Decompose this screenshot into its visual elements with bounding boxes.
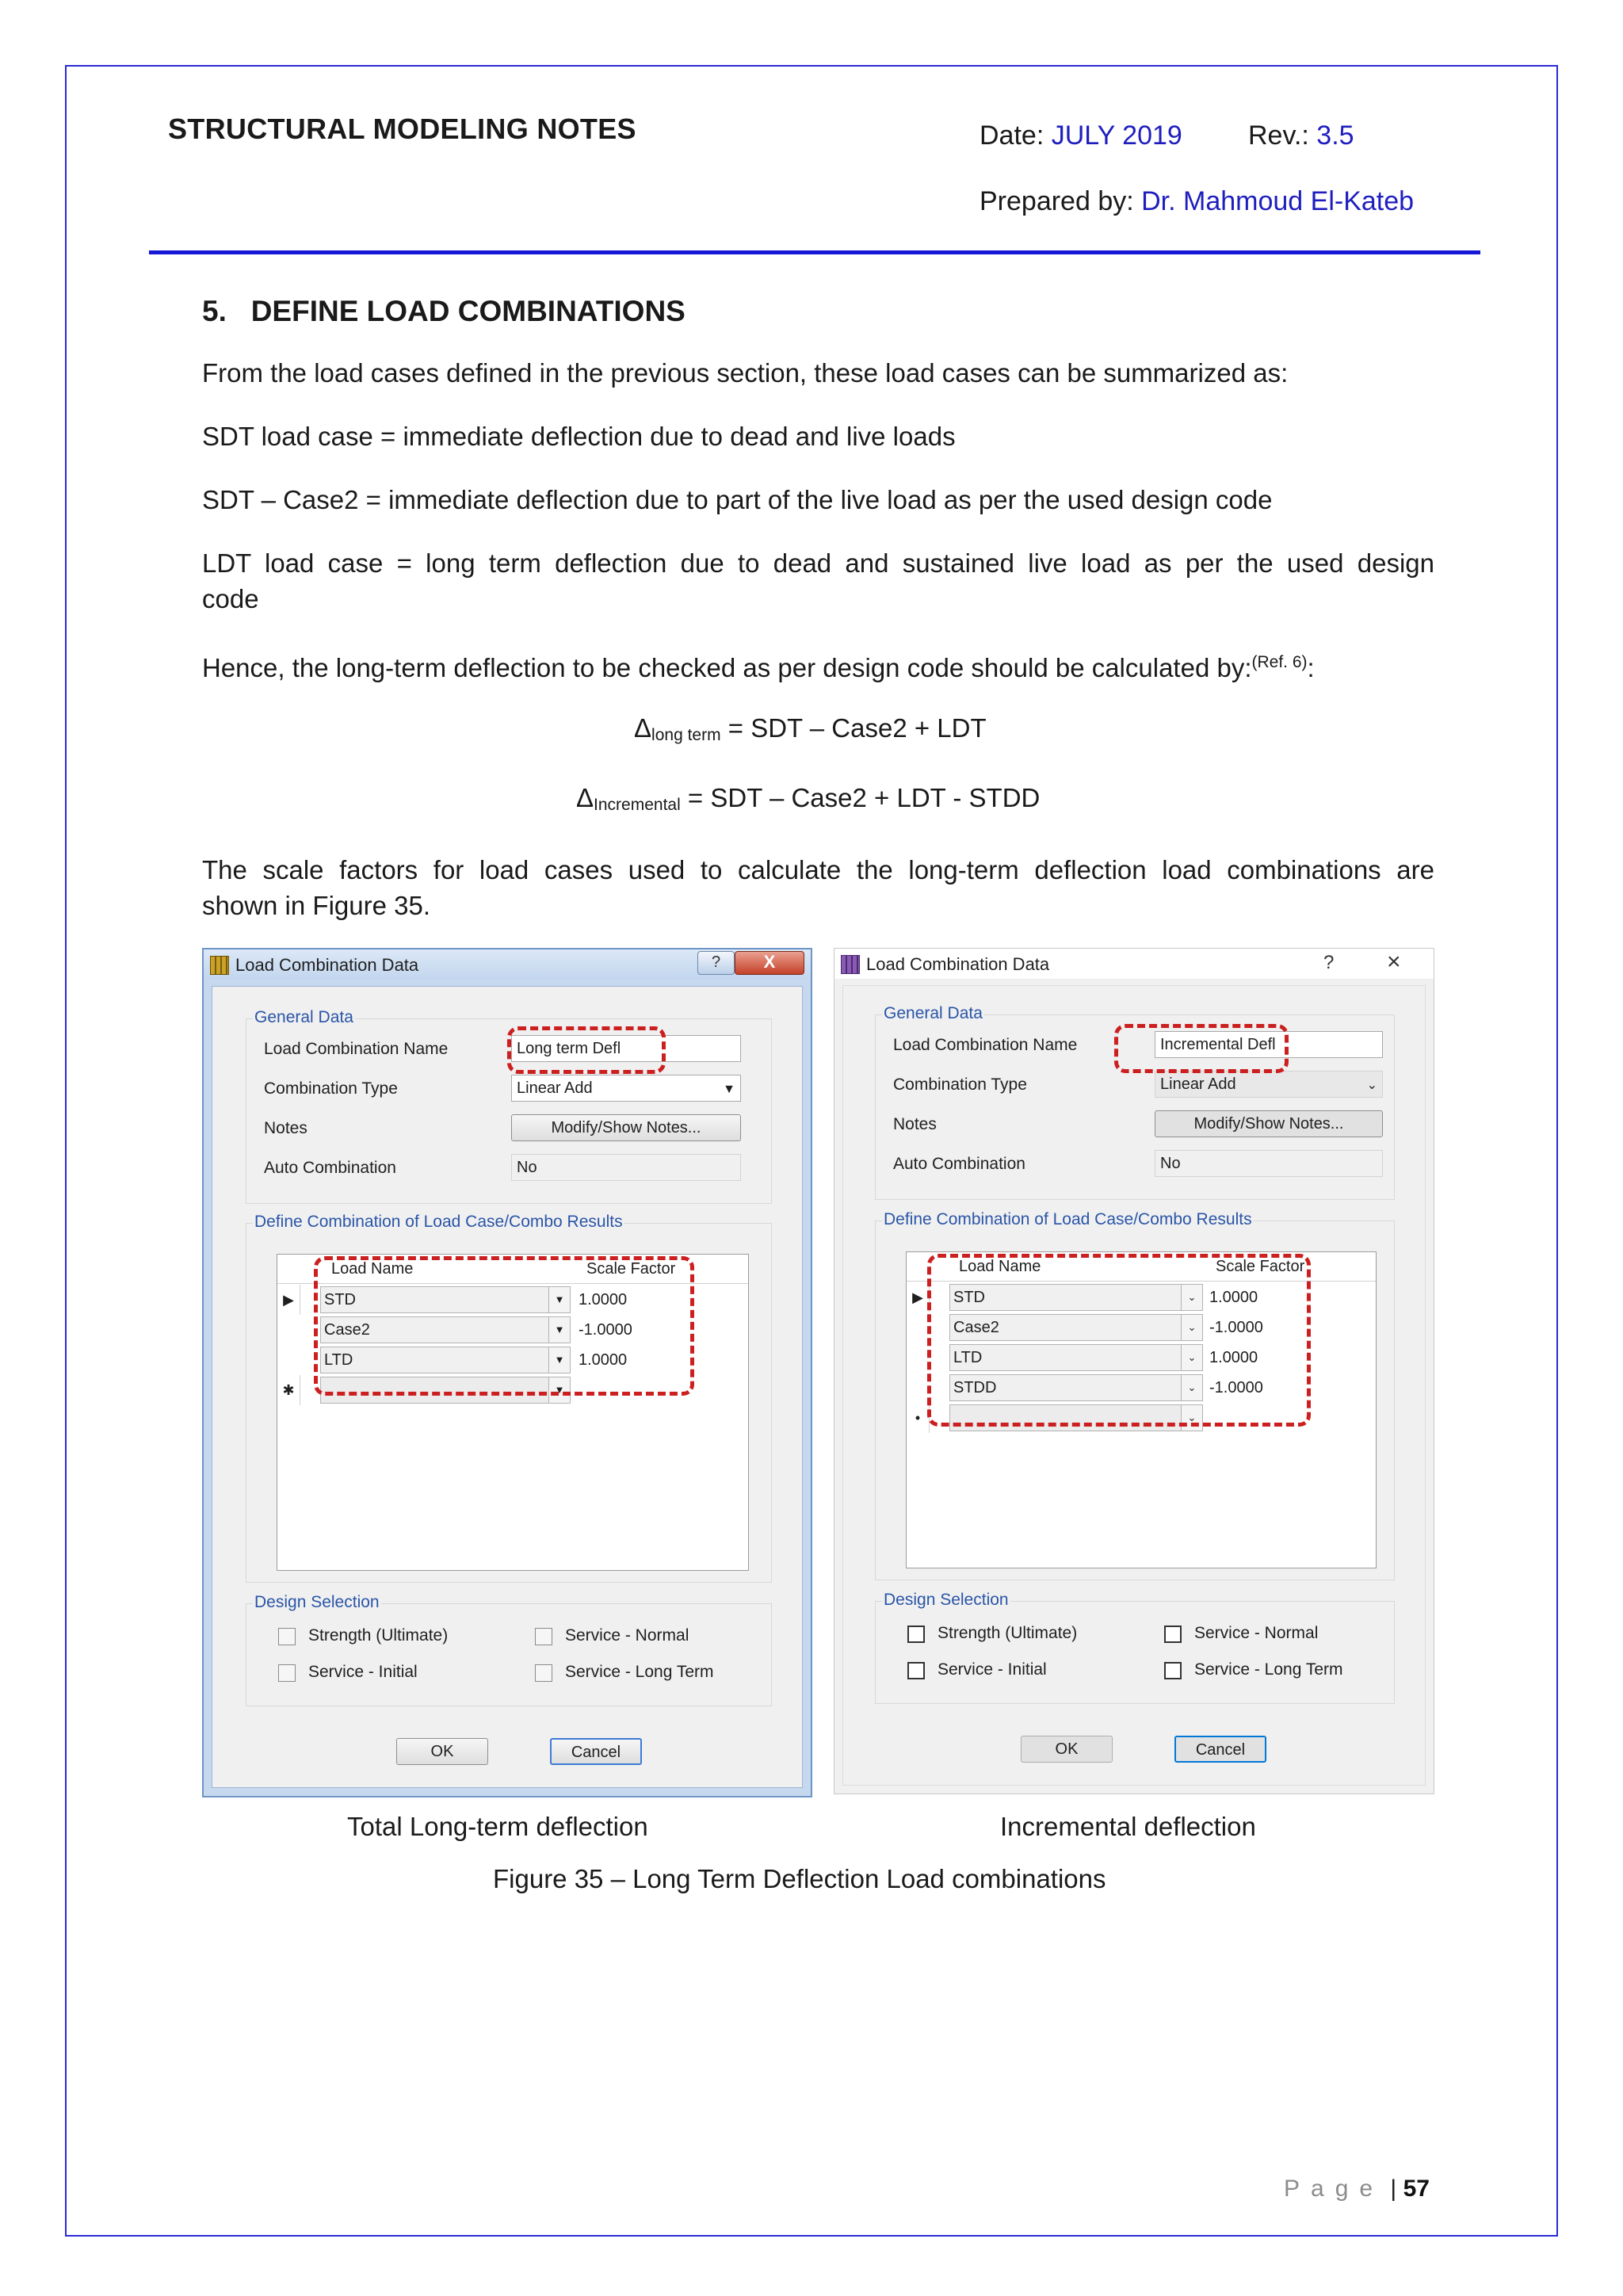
scale-factor-cell[interactable]: -1.0000 <box>579 1321 632 1339</box>
equation-incremental: $\Delta_{Incremental}$ = SDT – Case2 + LDT - STDD <box>576 783 1041 814</box>
row-pointer-icon: ▶ <box>907 1282 930 1312</box>
dialog-title: Load Combination Data <box>235 955 419 975</box>
load-combination-dialog-incremental <box>834 948 1434 1794</box>
service-initial-label: Service - Initial <box>308 1663 418 1681</box>
paragraph-hence: Hence, the long-term deflection to be checked as per design code should be calculated by:$^{(Ref. 6)}$: <box>202 653 1315 682</box>
general-data-title: General Data <box>254 1008 353 1026</box>
load-name-cell[interactable]: LTD ⌄ <box>949 1344 1203 1371</box>
auto-combo-label: Auto Combination <box>264 1159 396 1177</box>
chevron-down-icon: ⌄ <box>1366 1079 1377 1092</box>
service-normal-checkbox[interactable] <box>535 1628 552 1645</box>
help-button[interactable]: ? <box>1323 952 1335 973</box>
dialog-client <box>842 985 1426 1786</box>
service-long-term-label: Service - Long Term <box>1194 1660 1343 1679</box>
define-combination-title: Define Combination of Load Case/Combo Results <box>254 1213 623 1231</box>
page-number: Page | 57 <box>1284 2176 1430 2202</box>
cancel-button[interactable]: Cancel <box>550 1738 642 1765</box>
auto-combo-field: No <box>511 1154 741 1181</box>
cancel-button[interactable]: Cancel <box>1174 1736 1266 1763</box>
notes-label: Notes <box>893 1115 937 1133</box>
service-long-term-checkbox[interactable] <box>1164 1662 1182 1679</box>
chevron-down-icon: ⌄ <box>1181 1315 1202 1340</box>
strength-checkbox[interactable] <box>907 1626 925 1643</box>
design-selection-title: Design Selection <box>884 1591 1009 1609</box>
load-name-cell[interactable]: Case2 ⌄ <box>949 1314 1203 1341</box>
caption-left: Total Long-term deflection <box>347 1812 648 1841</box>
service-normal-checkbox[interactable] <box>1164 1626 1182 1643</box>
chevron-down-icon: ⌄ <box>1181 1285 1202 1310</box>
combo-type-select[interactable]: Linear Add ▼ <box>511 1075 741 1102</box>
load-name-cell[interactable]: STD ▼ <box>320 1286 571 1313</box>
service-initial-checkbox[interactable] <box>278 1664 296 1682</box>
notes-label: Notes <box>264 1119 307 1137</box>
service-normal-label: Service - Normal <box>565 1626 689 1645</box>
combo-name-label: Load Combination Name <box>264 1040 449 1058</box>
service-initial-label: Service - Initial <box>938 1660 1047 1679</box>
strength-checkbox[interactable] <box>278 1628 296 1645</box>
load-name-cell[interactable]: STDD ⌄ <box>949 1374 1203 1401</box>
new-row-icon: • <box>907 1403 930 1433</box>
caption-right: Incremental deflection <box>1000 1812 1256 1841</box>
design-selection-group <box>875 1591 1395 1704</box>
dialog-client <box>212 986 803 1788</box>
dialog-titlebar <box>834 949 1434 979</box>
scale-factor-cell[interactable]: 1.0000 <box>1209 1349 1258 1366</box>
doc-title: STRUCTURAL MODELING NOTES <box>168 113 636 145</box>
highlight-load-rows <box>314 1256 694 1396</box>
dialog-title: Load Combination Data <box>866 954 1050 974</box>
scale-factor-cell[interactable]: 1.0000 <box>579 1351 628 1369</box>
dropdown-arrow-icon: ▼ <box>548 1287 570 1312</box>
chevron-down-icon: ⌄ <box>1181 1405 1202 1431</box>
row-pointer-icon: ▶ <box>277 1285 300 1315</box>
figure-caption: Figure 35 – Long Term Deflection Load combinations <box>493 1864 1106 1893</box>
doc-date: Date: JULY 2019 <box>980 120 1182 151</box>
modify-notes-button[interactable]: Modify/Show Notes... <box>1155 1110 1383 1137</box>
sap-app-icon <box>210 956 229 975</box>
col-scale-factor: Scale Factor <box>586 1260 676 1278</box>
service-long-term-checkbox[interactable] <box>535 1664 552 1682</box>
load-name-cell[interactable]: Case2 ▼ <box>320 1316 571 1343</box>
define-combination-title: Define Combination of Load Case/Combo Results <box>884 1210 1252 1228</box>
chevron-down-icon: ⌄ <box>1181 1345 1202 1370</box>
close-icon[interactable]: × <box>1387 949 1401 975</box>
dropdown-arrow-icon: ▼ <box>548 1347 570 1373</box>
doc-revision: Rev.: 3.5 <box>1248 120 1354 151</box>
dropdown-arrow-icon: ▼ <box>548 1377 570 1403</box>
col-load-name: Load Name <box>331 1260 414 1278</box>
chevron-down-icon: ⌄ <box>1181 1375 1202 1400</box>
combo-name-input[interactable]: Incremental Defl <box>1155 1031 1383 1058</box>
dropdown-arrow-icon: ▼ <box>723 1083 735 1096</box>
equation-long-term: $\Delta_{long term}$ = SDT – Case2 + LDT <box>634 713 987 744</box>
sap-app-icon <box>841 955 860 974</box>
highlight-combo-name <box>1114 1024 1289 1073</box>
combo-name-input[interactable]: Long term Defl <box>511 1035 741 1062</box>
new-row-icon: ✱ <box>277 1375 300 1405</box>
scale-factor-cell[interactable]: 1.0000 <box>1209 1289 1258 1306</box>
section-heading: 5. DEFINE LOAD COMBINATIONS <box>202 295 685 327</box>
header-rule <box>149 250 1480 254</box>
highlight-load-rows <box>927 1254 1311 1427</box>
ok-button[interactable]: OK <box>1021 1736 1113 1763</box>
col-scale-factor: Scale Factor <box>1216 1258 1305 1275</box>
design-selection-group <box>246 1593 772 1706</box>
paragraph-ldt-line1: LDT load case = long term deflection due to dead and sustained live load as per the used design <box>202 548 1434 578</box>
paragraph-sdt: SDT load case = immediate deflection due to dead and live loads <box>202 422 956 451</box>
general-data-title: General Data <box>884 1004 983 1022</box>
dialog-titlebar <box>204 949 811 980</box>
combo-type-select[interactable]: Linear Add ⌄ <box>1155 1071 1383 1098</box>
doc-author: Prepared by: Dr. Mahmoud El-Kateb <box>980 186 1415 216</box>
help-button[interactable]: ? <box>697 951 735 975</box>
paragraph-sdt-case2: SDT – Case2 = immediate deflection due to part of the live load as per the used design code <box>202 485 1273 514</box>
paragraph-ldt-line2: code <box>202 584 259 613</box>
service-long-term-label: Service - Long Term <box>565 1663 714 1681</box>
auto-combo-field: No <box>1155 1150 1383 1177</box>
paragraph-intro: From the load cases defined in the previous section, these load cases can be summarized as: <box>202 358 1289 388</box>
modify-notes-button[interactable]: Modify/Show Notes... <box>511 1114 741 1141</box>
col-load-name: Load Name <box>959 1258 1041 1275</box>
combo-type-label: Combination Type <box>264 1079 398 1098</box>
paragraph-scale-line1: The scale factors for load cases used to calculate the long-term deflection load combinations are <box>202 855 1434 884</box>
service-normal-label: Service - Normal <box>1194 1624 1319 1642</box>
dropdown-arrow-icon: ▼ <box>548 1317 570 1343</box>
paragraph-scale-line2: shown in Figure 35. <box>202 891 430 920</box>
scale-factor-cell[interactable]: -1.0000 <box>1209 1319 1263 1336</box>
highlight-combo-name <box>507 1026 666 1074</box>
load-combination-dialog-total <box>202 948 812 1797</box>
load-name-cell[interactable]: STD ⌄ <box>949 1284 1203 1311</box>
ok-button[interactable]: OK <box>396 1738 488 1765</box>
auto-combo-label: Auto Combination <box>893 1155 1025 1173</box>
service-initial-checkbox[interactable] <box>907 1662 925 1679</box>
strength-label: Strength (Ultimate) <box>308 1626 449 1645</box>
reference-superscript: (Ref. 6) <box>1251 653 1308 671</box>
load-name-cell[interactable]: LTD ▼ <box>320 1347 571 1373</box>
combo-name-label: Load Combination Name <box>893 1036 1078 1054</box>
scale-factor-cell[interactable]: 1.0000 <box>579 1291 628 1308</box>
design-selection-title: Design Selection <box>254 1593 380 1611</box>
combo-type-label: Combination Type <box>893 1075 1027 1094</box>
strength-label: Strength (Ultimate) <box>938 1624 1078 1642</box>
scale-factor-cell[interactable]: -1.0000 <box>1209 1379 1263 1396</box>
close-button[interactable]: X <box>735 951 804 975</box>
